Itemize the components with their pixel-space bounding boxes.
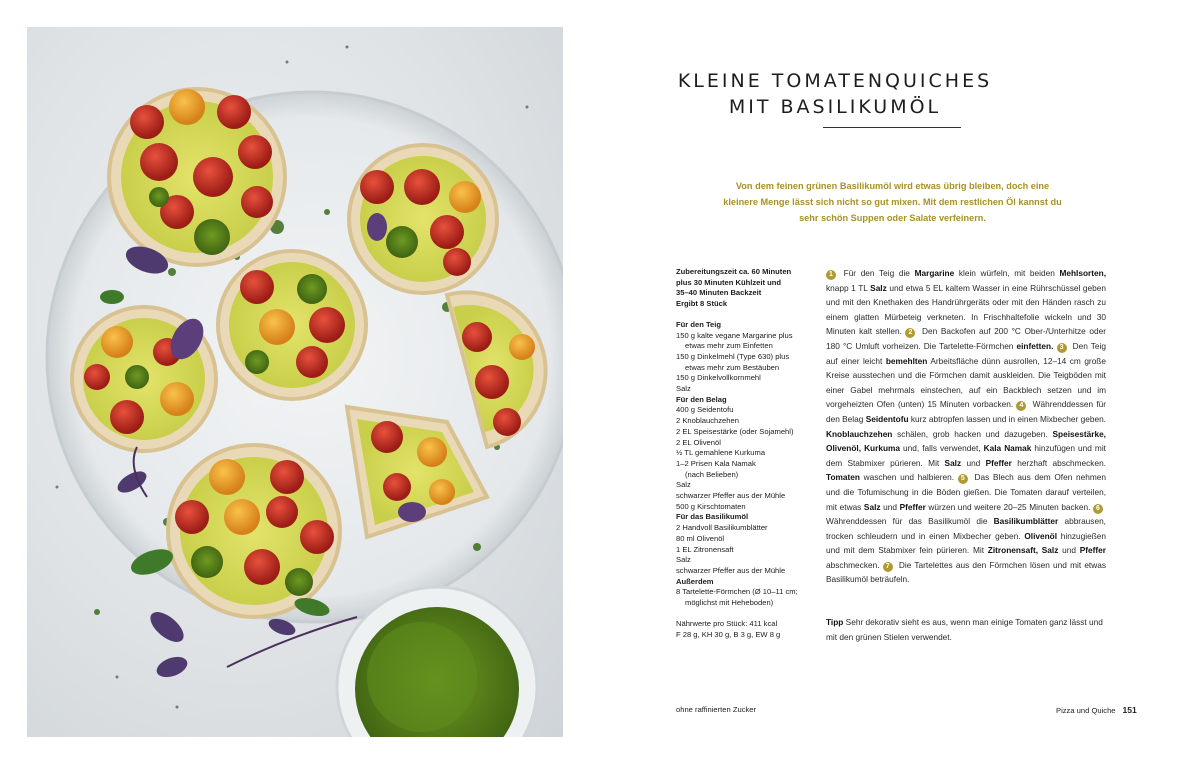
ingredient-heading-teig: Für den Teig	[676, 319, 721, 329]
ingredient-item: ½ TL gemahlene Kurkuma	[676, 448, 766, 458]
nutrition-line: F 28 g, KH 30 g, B 3 g, EW 8 g	[676, 629, 781, 639]
step-number-5: 5	[958, 474, 968, 484]
step-text: abschmecken.	[826, 559, 883, 570]
ingredient-item: etwas mehr zum Bestäuben	[685, 362, 780, 372]
ingredient-item: schwarzer Pfeffer aus der Mühle	[676, 565, 786, 575]
step-number-3: 3	[1057, 343, 1067, 353]
tip-text: Sehr dekorativ sieht es aus, wenn man einige Tomaten ganz lässt und mit den grünen Stielen verwendet.	[826, 617, 1103, 642]
step-ingredient: Margarine	[914, 268, 955, 278]
step-ingredient: Kala Namak	[983, 443, 1032, 454]
ingredient-item: (nach Belieben)	[685, 469, 739, 479]
step-ingredient: einfetten.	[1016, 340, 1054, 351]
step-number-2: 2	[905, 328, 915, 338]
title-divider	[823, 127, 961, 128]
step-number-4: 4	[1016, 401, 1026, 411]
step-text: Das Blech aus dem Ofen nehmen und die Tofumischung in die Böden gießen. Die Tomaten darauf verteilen, mit etwas	[826, 472, 1106, 512]
step-text: kurz abtropfen lassen und in einen Mixbecher geben.	[908, 413, 1106, 424]
step-text: herzhaft abschmecken.	[1011, 457, 1106, 468]
yield-line: Ergibt 8 Stück	[676, 299, 728, 309]
step-ingredient: bemehlten	[885, 355, 928, 366]
nutrition-info	[676, 619, 816, 640]
recipe-intro: Von dem feinen grünen Basilikumöl wird etwas übrig bleiben, doch eine kleinere Menge lässt sich nicht so gut mixen. Mit dem restlichen Öl kannst du sehr schön Suppen oder Salate verfeinern.	[723, 181, 1062, 223]
ingredient-item: 2 EL Olivenöl	[676, 437, 721, 447]
ingredient-item: 150 g Dinkelvollkornmehl	[676, 373, 761, 383]
ingredient-item: 500 g Kirschtomaten	[676, 501, 746, 511]
recipe-title	[640, 68, 1030, 120]
step-text: waschen und halbieren.	[859, 472, 958, 483]
step-ingredient: Tomaten	[826, 472, 860, 483]
time-line: 35–40 Minuten Backzeit	[676, 288, 762, 298]
time-info	[676, 267, 816, 310]
recipe-title-line-2: MIT BASILIKUMÖL	[728, 96, 942, 118]
ingredient-groups	[676, 320, 816, 609]
step-text: Den Teig auf einer leicht	[826, 340, 1106, 366]
ingredient-item: Salz	[676, 384, 691, 394]
ingredient-item: schwarzer Pfeffer aus der Mühle	[676, 491, 786, 501]
step-text: Währenddessen für das Basilikumöl die	[826, 516, 994, 527]
recipe-title-line-1: KLEINE TOMATENQUICHES	[677, 70, 993, 92]
ingredient-item: Salz	[676, 480, 691, 490]
ingredient-heading-belag: Für den Belag	[676, 394, 727, 404]
ingredient-item: 80 ml Olivenöl	[676, 533, 725, 543]
ingredient-heading-basilikumoel: Für das Basilikumöl	[676, 512, 749, 522]
ingredient-item: 150 g Dinkelmehl (Type 630) plus	[676, 351, 790, 361]
step-text: abbrausen, trocken schleudern und in einen Mixbecher geben.	[826, 516, 1106, 541]
step-text: knapp 1 TL	[826, 282, 871, 293]
ingredient-heading-ausserdem: Außerdem	[676, 576, 714, 586]
step-ingredient: Salz	[944, 457, 962, 468]
recipe-steps	[826, 266, 1106, 587]
ingredient-item: Salz	[676, 555, 691, 565]
section-name: Pizza und Quiche	[1056, 706, 1116, 715]
step-number-6: 6	[1093, 504, 1103, 514]
tip-label: Tipp	[826, 617, 844, 627]
step-text: würzen und weitere 20–25 Minuten backen.	[925, 501, 1093, 512]
step-ingredient: Speisestärke, Olivenöl, Kurkuma	[826, 428, 1106, 454]
time-line: Zubereitungszeit ca. 60 Minuten	[676, 267, 792, 276]
step-ingredient: Salz	[863, 501, 881, 512]
step-text: und etwa 5 EL kaltem Wasser in eine Rührschüssel geben und mit den Knethaken des Handrührgeräts oder mit den Händen rasch zu einem glatten Mürbeteig verkneten. In Frischhaltefolie wickeln und 30 Minuten kalt stellen.	[826, 282, 1106, 337]
time-line: plus 30 Minuten Kühlzeit und	[676, 277, 782, 287]
recipe-photo	[27, 27, 563, 737]
step-text	[1053, 341, 1056, 351]
step-text: und, falls verwendet,	[900, 443, 984, 454]
step-ingredient: Basilikumblätter	[993, 516, 1059, 527]
step-text: und	[880, 501, 900, 512]
step-text: klein würfeln, mit beiden	[954, 268, 1060, 278]
ingredient-item: 400 g Seidentofu	[676, 405, 734, 415]
step-text: Für den Teig die	[839, 268, 915, 278]
step-text: Die Tartelettes aus den Förmchen lösen und mit etwas Basilikumöl beträufeln.	[826, 559, 1106, 585]
step-text: schälen, grob hacken und dazugeben.	[892, 428, 1053, 439]
footer-right	[1056, 705, 1137, 715]
step-number-7: 7	[883, 562, 893, 572]
step-ingredient: Pfeffer	[899, 501, 926, 512]
ingredient-item: möglichst mit Heheboden)	[685, 598, 774, 608]
ingredient-item: 8 Tartelette-Förmchen (Ø 10–11 cm;	[676, 587, 798, 597]
ingredient-item: etwas mehr zum Einfetten	[685, 341, 773, 351]
step-ingredient: Salz	[870, 282, 887, 293]
step-ingredient: Pfeffer	[985, 457, 1012, 468]
ingredients-sidebar	[676, 267, 816, 650]
step-text: hinzufügen und mit dem Stabmixer pürieren. Mit	[826, 443, 1106, 468]
footer-left: ohne raffinierten Zucker	[676, 705, 757, 714]
step-text: hinzugießen und mit dem Stabmixer fein pürieren. Mit	[826, 530, 1107, 556]
step-text: Währenddessen für den Belag	[826, 399, 1106, 424]
step-text: Den Backofen auf 200 °C Ober-/Unterhitze oder 180 °C Umluft vorheizen. Die Tartelette-Förmchen	[826, 326, 1106, 351]
step-ingredient: Olivenöl	[1024, 530, 1058, 541]
step-ingredient: Knoblauchzehen	[826, 428, 893, 439]
step-ingredient: Zitronensaft, Salz	[987, 545, 1059, 556]
recipe-tip	[826, 615, 1106, 644]
step-number-1: 1	[826, 270, 836, 280]
ingredient-item: 2 Handvoll Basilikumblätter	[676, 523, 768, 533]
step-text: Arbeitsfläche dünn ausrollen, 12–14 cm große Kreise ausstechen und die Förmchen damit auskleiden. Die Teigböden mit einer Gabel mehrmals einstechen, auf ein Backblech setzen und im vorgeheizten Ofen (unten) 15 Minuten vorbacken.	[826, 355, 1106, 410]
ingredient-item: 2 Knoblauchzehen	[676, 416, 739, 426]
ingredient-item: 1 EL Zitronensaft	[676, 544, 734, 554]
step-text: und	[1058, 545, 1080, 556]
step-text: und	[961, 457, 986, 468]
step-ingredient: Seidentofu	[865, 413, 909, 424]
nutrition-line: Nährwerte pro Stück: 411 kcal	[676, 618, 778, 628]
ingredient-item: 1–2 Prisen Kala Namak	[676, 458, 756, 468]
ingredient-item: 2 EL Speisestärke (oder Sojamehl)	[676, 426, 794, 436]
step-ingredient: Pfeffer	[1079, 545, 1106, 556]
ingredient-item: 150 g kalte vegane Margarine plus	[676, 330, 793, 340]
tomato-quiche-illustration	[27, 27, 563, 737]
page-number: 151	[1122, 705, 1137, 715]
step-ingredient: Mehlsorten,	[1059, 268, 1106, 278]
